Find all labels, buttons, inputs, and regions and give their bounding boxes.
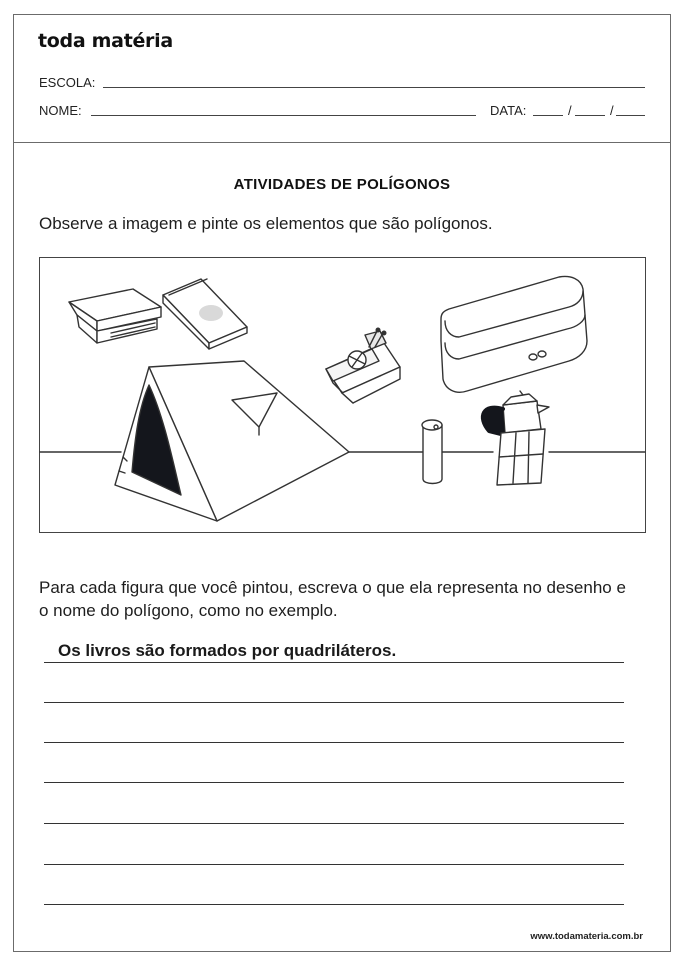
coffee-pot-illustration[interactable] xyxy=(483,391,549,485)
activity-instruction: Observe a imagem e pinte os elementos que são polígonos. xyxy=(39,214,493,233)
answer-line[interactable] xyxy=(44,904,624,905)
books-illustration[interactable] xyxy=(69,279,247,349)
date-year-field[interactable] xyxy=(616,115,645,116)
school-field[interactable] xyxy=(103,87,645,88)
activity-question: Para cada figura que você pintou, escreva o que ela representa no desenho e o nome do polígono, como no exemplo. xyxy=(39,578,626,620)
name-label: NOME: xyxy=(39,103,82,118)
date-separator: / xyxy=(568,103,572,118)
answer-line[interactable] xyxy=(44,823,624,824)
answer-line-example xyxy=(44,662,624,663)
answer-line[interactable] xyxy=(44,782,624,783)
date-month-field[interactable] xyxy=(575,115,605,116)
date-separator: / xyxy=(610,103,614,118)
tent-illustration[interactable] xyxy=(115,361,349,521)
can-illustration[interactable] xyxy=(422,420,442,484)
footer-website: www.todamateria.com.br xyxy=(530,931,643,942)
school-label: ESCOLA: xyxy=(39,75,96,90)
brand-logo: toda matéria xyxy=(38,30,173,52)
header-divider xyxy=(13,142,671,143)
answer-line[interactable] xyxy=(44,864,624,865)
example-answer: Os livros são formados por quadriláteros. xyxy=(58,641,397,660)
answer-line[interactable] xyxy=(44,742,624,743)
date-day-field[interactable] xyxy=(533,115,563,116)
activity-title: ATIVIDADES DE POLÍGONOS xyxy=(233,176,451,193)
matchbox-illustration[interactable] xyxy=(326,328,400,404)
date-label: DATA: xyxy=(490,103,527,118)
illustration-scene xyxy=(39,257,646,533)
lunch-box-illustration[interactable] xyxy=(441,277,587,393)
answer-line[interactable] xyxy=(44,702,624,703)
name-field[interactable] xyxy=(91,115,476,116)
